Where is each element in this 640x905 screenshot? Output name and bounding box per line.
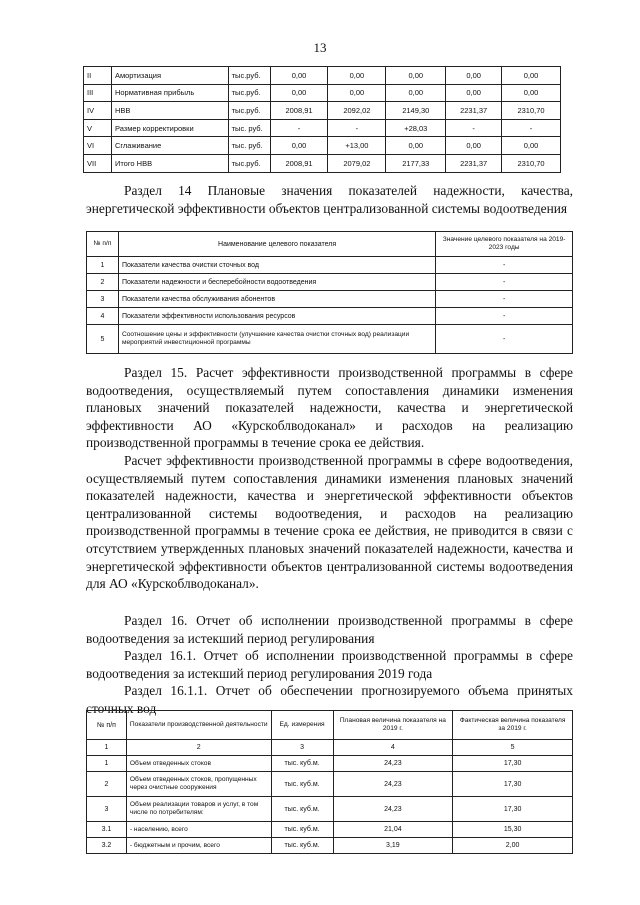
header-plan: Плановая величина показателя на 2019 г. xyxy=(333,711,453,740)
row-fact: 2,00 xyxy=(453,838,573,854)
row-number: II xyxy=(84,67,112,85)
header-unit: Ед. измерения xyxy=(271,711,333,740)
row-name: Соотношение цены и эффективности (улучшение качества очистки сточных вод) реализации мероприятий инвестиционной программы xyxy=(118,325,435,354)
row-unit: тыс. руб. xyxy=(228,119,270,137)
table-row xyxy=(87,291,573,308)
row-value: 0,00 xyxy=(386,84,446,102)
row-name: Итого НВВ xyxy=(111,154,228,172)
row-unit: тыс.руб. xyxy=(228,154,270,172)
header-fact: Фактическая величина показателя за 2019 г. xyxy=(453,711,573,740)
row-plan: 3,19 xyxy=(333,838,453,854)
row-name: Амортизация xyxy=(111,67,228,85)
row-value: - xyxy=(436,274,573,291)
row-value: - xyxy=(502,119,561,137)
row-name: Показатели надежности и бесперебойности водоотведения xyxy=(118,274,435,291)
row-value: 0,00 xyxy=(386,137,446,155)
col-number: 2 xyxy=(126,740,271,756)
col-number: 1 xyxy=(87,740,127,756)
row-value: 2092,02 xyxy=(328,102,386,120)
table-row xyxy=(87,274,573,291)
section-15-body: Расчет эффективности производственной программы в сфере водоотведения, осуществляемый путем сопоставления динамики изменения плановых значений показателей надежности, качества и энергетической эффективности объектов централизованной системы водоотведения, и расходов на реализацию производственной программы в течение срока ее действия, не приводится в связи с отсутствием утвержденных плановых значений показателей надежности, качества и энергетической эффективности объектов централизованной системы водоотведения для АО «Курскоблводоканал». xyxy=(86,452,573,592)
row-unit: тыс.руб. xyxy=(228,102,270,120)
table-row xyxy=(84,119,561,137)
row-value: 2231,37 xyxy=(446,102,502,120)
row-value: 0,00 xyxy=(446,84,502,102)
row-value: 0,00 xyxy=(446,67,502,85)
table-row xyxy=(87,822,573,838)
row-value: 0,00 xyxy=(502,67,561,85)
header-name: Наименование целевого показателя xyxy=(118,232,435,257)
page-number: 13 xyxy=(313,40,327,55)
table-row xyxy=(84,154,561,172)
row-number: IV xyxy=(84,102,112,120)
row-unit: тыс.руб. xyxy=(228,84,270,102)
row-value: 0,00 xyxy=(328,84,386,102)
row-number: 2 xyxy=(87,274,119,291)
table-header-row xyxy=(87,232,573,257)
row-name: Показатели качества обслуживания абонентов xyxy=(118,291,435,308)
row-value: 0,00 xyxy=(328,67,386,85)
row-name: Показатели эффективности использования ресурсов xyxy=(118,308,435,325)
row-unit: тыс.руб. xyxy=(228,67,270,85)
row-number: 3.2 xyxy=(87,838,127,854)
row-plan: 24,23 xyxy=(333,756,453,772)
col-number: 3 xyxy=(271,740,333,756)
row-name: Показатели качества очистки сточных вод xyxy=(118,257,435,274)
row-name: Сглаживание xyxy=(111,137,228,155)
row-fact: 17,30 xyxy=(453,797,573,822)
row-value: 0,00 xyxy=(270,137,328,155)
row-value: 2008,91 xyxy=(270,102,328,120)
table-header-row xyxy=(87,711,573,740)
row-unit: тыс. куб.м. xyxy=(271,797,333,822)
row-value: - xyxy=(436,291,573,308)
row-indicator: - бюджетным и прочим, всего xyxy=(126,838,271,854)
column-number-row xyxy=(87,740,573,756)
row-value: +28,03 xyxy=(386,119,446,137)
section-16-title: Раздел 16. Отчет об исполнении производственной программы в сфере водоотведения за истекший период регулирования xyxy=(86,613,573,646)
header-num: № п/п xyxy=(87,232,119,257)
row-number: 1 xyxy=(87,257,119,274)
row-plan: 24,23 xyxy=(333,797,453,822)
row-unit: тыс. руб. xyxy=(228,137,270,155)
row-value: 0,00 xyxy=(502,137,561,155)
target-indicators-table xyxy=(86,231,573,354)
section-16-1-1-title: Раздел 16.1.1. Отчет об обеспечении прогнозируемого объема принятых сточных вод xyxy=(86,683,573,716)
table-row xyxy=(87,325,573,354)
row-fact: 17,30 xyxy=(453,756,573,772)
row-unit: тыс. куб.м. xyxy=(271,838,333,854)
row-unit: тыс. куб.м. xyxy=(271,756,333,772)
row-value: +13,00 xyxy=(328,137,386,155)
row-value: 0,00 xyxy=(270,67,328,85)
table-row xyxy=(87,772,573,797)
table-row xyxy=(87,838,573,854)
row-value: 2008,91 xyxy=(270,154,328,172)
row-value: 0,00 xyxy=(386,67,446,85)
section-15 xyxy=(86,364,573,593)
row-indicator: Объем реализации товаров и услуг, в том числе по потребителям: xyxy=(126,797,271,822)
row-number: V xyxy=(84,119,112,137)
nvv-table xyxy=(83,66,561,173)
row-number: 5 xyxy=(87,325,119,354)
table-row xyxy=(84,67,561,85)
section-16-1-title: Раздел 16.1. Отчет об исполнении производственной программы в сфере водоотведения за истекший период регулирования 2019 года xyxy=(86,648,573,681)
row-value: 2149,30 xyxy=(386,102,446,120)
row-value: 2310,70 xyxy=(502,102,561,120)
col-number: 4 xyxy=(333,740,453,756)
row-indicator: - населению, всего xyxy=(126,822,271,838)
table-row xyxy=(87,797,573,822)
table-row xyxy=(84,102,561,120)
section-14-title: Раздел 14 Плановые значения показателей надежности, качества, энергетической эффективности объектов централизованной системы водоотведения xyxy=(86,183,573,216)
row-value: 2177,33 xyxy=(386,154,446,172)
row-number: 3 xyxy=(87,797,127,822)
header-indicator: Показатели производственной деятельности xyxy=(126,711,271,740)
row-name: НВВ xyxy=(111,102,228,120)
row-number: 3 xyxy=(87,291,119,308)
table-row xyxy=(84,137,561,155)
row-name: Размер корректировки xyxy=(111,119,228,137)
row-number: VI xyxy=(84,137,112,155)
row-indicator: Объем отведенных стоков xyxy=(126,756,271,772)
row-name: Нормативная прибыль xyxy=(111,84,228,102)
row-plan: 24,23 xyxy=(333,772,453,797)
row-plan: 21,04 xyxy=(333,822,453,838)
row-unit: тыс. куб.м. xyxy=(271,772,333,797)
row-value: - xyxy=(436,308,573,325)
table-row xyxy=(87,756,573,772)
row-value: - xyxy=(270,119,328,137)
header-value: Значение целевого показателя на 2019-2023 годы xyxy=(436,232,573,257)
table-row xyxy=(87,257,573,274)
col-number: 5 xyxy=(453,740,573,756)
row-value: 2079,02 xyxy=(328,154,386,172)
row-value: - xyxy=(328,119,386,137)
table-row xyxy=(84,84,561,102)
row-value: 0,00 xyxy=(446,137,502,155)
row-value: - xyxy=(436,325,573,354)
row-number: III xyxy=(84,84,112,102)
row-number: VII xyxy=(84,154,112,172)
row-value: 0,00 xyxy=(502,84,561,102)
row-fact: 17,30 xyxy=(453,772,573,797)
row-number: 3.1 xyxy=(87,822,127,838)
row-unit: тыс. куб.м. xyxy=(271,822,333,838)
row-value: 2231,37 xyxy=(446,154,502,172)
row-number: 1 xyxy=(87,756,127,772)
wastewater-report-table xyxy=(86,710,573,854)
section-15-title: Раздел 15. Расчет эффективности производственной программы в сфере водоотведения, осуществляемый путем сопоставления динамики изменения плановых значений показателей надежности, качества и энергетической эффективности АО «Курскоблводоканал» и расходов на реализацию производственной программы в течение срока ее действия. xyxy=(86,365,573,451)
row-value: 2310,70 xyxy=(502,154,561,172)
row-value: 0,00 xyxy=(270,84,328,102)
row-value: - xyxy=(436,257,573,274)
row-indicator: Объем отведенных стоков, пропущенных через очистные сооружения xyxy=(126,772,271,797)
row-value: - xyxy=(446,119,502,137)
row-number: 4 xyxy=(87,308,119,325)
section-16 xyxy=(86,612,573,718)
row-number: 2 xyxy=(87,772,127,797)
table-row xyxy=(87,308,573,325)
row-fact: 15,30 xyxy=(453,822,573,838)
header-num: № п/п xyxy=(87,711,127,740)
